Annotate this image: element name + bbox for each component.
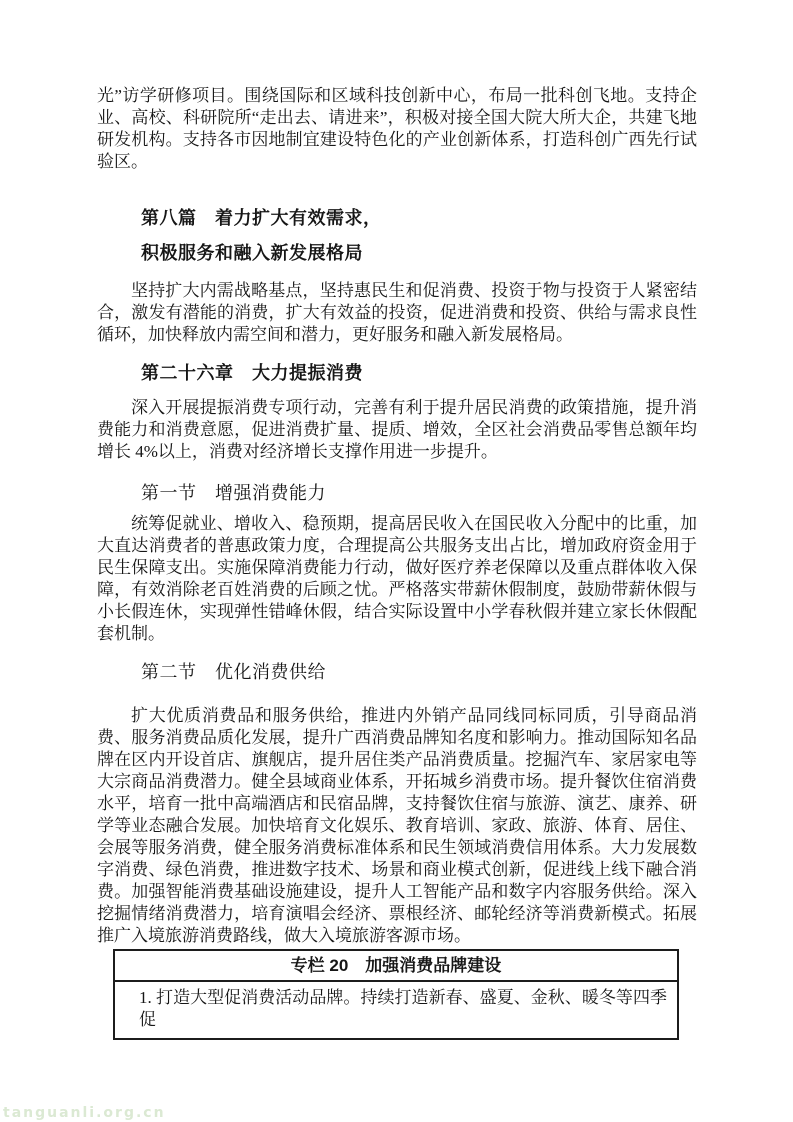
chapter-heading: 第二十六章 大力提振消费	[141, 363, 363, 383]
section-heading: 第一节 增强消费能力	[141, 483, 326, 503]
paragraph: 坚持扩大内需战略基点，坚持惠民生和促消费、投资于物与投资于人紧密结合，激发有潜能的消费，扩大有效益的投资，促进消费和投资、供给与需求良性循环，加快释放内需空间和潜力，更好服务和融入新发展格局。	[97, 281, 697, 344]
part-heading-line-1: 第八篇 着力扩大有效需求，	[141, 208, 382, 228]
callout-box-title: 专栏 20 加强消费品牌建设	[115, 951, 677, 982]
section-heading: 第二节 优化消费供给	[141, 662, 326, 682]
part-heading-line-2: 积极服务和融入新发展格局	[141, 243, 363, 263]
document-content	[97, 85, 697, 1040]
callout-box-row: 1. 打造大型促消费活动品牌。持续打造新春、盛夏、金秋、暖冬等四季促	[139, 988, 667, 1029]
paragraph-continuation: 光”访学研修项目。围绕国际和区域科技创新中心，布局一批科创飞地。支持企业、高校、科研院所“走出去、请进来”，积极对接全国大院大所大企，共建飞地研发机构。支持各市因地制宜建设特色化的产业创新体系，打造科创广西先行试验区。	[97, 86, 697, 171]
callout-box	[113, 949, 679, 1040]
paragraph: 深入开展提振消费专项行动，完善有利于提升居民消费的政策措施，提升消费能力和消费意愿，促进消费扩量、提质、增效，全区社会消费品零售总额年均增长 4%以上，消费对经济增长支撑作用进一步提升。	[97, 398, 697, 461]
watermark: tanguanli.org.cn	[3, 1105, 166, 1121]
paragraph: 扩大优质消费品和服务供给，推进内外销产品同线同标同质，引导商品消费、服务消费品质化发展，提升广西消费品牌知名度和影响力。推动国际知名品牌在区内开设首店、旗舰店，提升居住类产品消费质量。挖掘汽车、家居家电等大宗商品消费潜力。健全县域商业体系，开拓城乡消费市场。提升餐饮住宿消费水平，培育一批中高端酒店和民宿品牌，支持餐饮住宿与旅游、演艺、康养、研学等业态融合发展。加快培育文化娱乐、教育培训、家政、旅游、体育、居住、会展等服务消费，健全服务消费标准体系和民生领域消费信用体系。大力发展数字消费、绿色消费，推进数字技术、场景和商业模式创新，促进线上线下融合消费。加强智能消费基础设施建设，提升人工智能产品和数字内容服务供给。深入挖掘情绪消费潜力，培育演唱会经济、票根经济、邮轮经济等消费新模式。拓展推广入境旅游消费路线，做大入境旅游客源市场。	[97, 706, 697, 945]
paragraph: 统筹促就业、增收入、稳预期，提高居民收入在国民收入分配中的比重，加大直达消费者的普惠政策力度，合理提高公共服务支出占比，增加政府资金用于民生保障支出。实施保障消费能力行动，做好医疗养老保障以及重点群体收入保障，有效消除老百姓消费的后顾之忧。严格落实带薪休假制度，鼓励带薪休假与小长假连休，实现弹性错峰休假，结合实际设置中小学春秋假并建立家长休假配套机制。	[97, 514, 697, 643]
